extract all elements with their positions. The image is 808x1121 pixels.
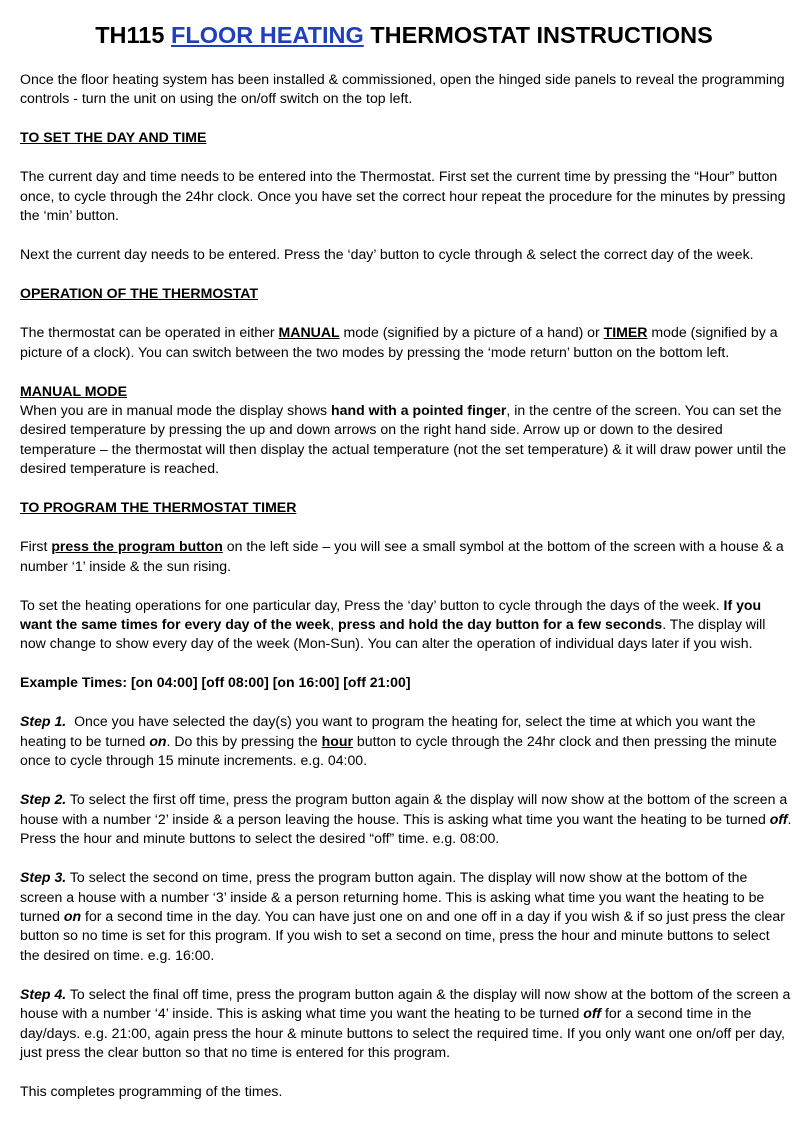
operation-text-1: The thermostat can be operated in either <box>20 324 275 341</box>
operation-heading: OPERATION OF THE THERMOSTAT <box>20 285 259 302</box>
step-1-text-3: button to cycle through the 24hr clock and then pressing the minute once to cycle through 15 minute increments. e.g. 04:00. <box>20 732 777 769</box>
program-button-keyword: press the program button <box>51 538 223 555</box>
step-1-paragraph <box>20 712 792 770</box>
step-3-label: Step 3. <box>20 869 67 886</box>
manual-mode-text-1: When you are in manual mode the display shows <box>20 402 328 419</box>
step-3-text-2: for a second time in the day. You can have just one on and one off in a day if you wish & if so just press the clear button so no time is set for this program. If you wish to set a second on time, press the hour and minute buttons to select the desired on time. e.g. 16:00. <box>20 907 785 963</box>
step-1-on: on <box>149 732 167 749</box>
timer-paragraph-2 <box>20 596 792 654</box>
manual-mode-bold: hand with a pointed finger <box>331 402 507 419</box>
step-2-paragraph <box>20 790 792 848</box>
timer-p2-bold-2: press and hold the day button for a few seconds <box>338 616 663 633</box>
hour-keyword: hour <box>321 732 353 749</box>
step-3-paragraph <box>20 868 792 965</box>
timer-paragraph-1 <box>20 537 792 576</box>
timer-heading: TO PROGRAM THE THERMOSTAT TIMER <box>20 499 297 516</box>
step-3-text-1: To select the second on time, press the program button again. The display will now show at the bottom of the screen a house with a number ‘3’ inside & a person returning home. This is asking what time you want the heating to be turned <box>20 869 765 924</box>
timer-p2-text-1: To set the heating operations for one particular day, Press the ‘day’ button to cycle through the days of the week. <box>20 596 720 613</box>
manual-mode-heading: MANUAL MODE <box>20 382 128 399</box>
manual-keyword: MANUAL <box>278 324 340 341</box>
title-suffix: THERMOSTAT INSTRUCTIONS <box>370 22 713 48</box>
manual-mode-paragraph <box>20 401 792 479</box>
step-2-text-1: To select the first off time, press the program button again & the display will now show at the bottom of the screen a house with a number ‘2’ inside & a person leaving the house. This is asking what time you want the heating to be turned <box>20 791 788 827</box>
step-4-off: off <box>583 1005 602 1022</box>
timer-p2-text-2: . The display will now change to show every day of the week (Mon-Sun). You can alter the operation of individual days later if you wish. <box>20 616 766 652</box>
day-time-paragraph-1: The current day and time needs to be entered into the Thermostat. First set the current time by pressing the “Hour” button once, to cycle through the 24hr clock. Once you have set the correct hour repeat the procedure for the minutes by pressing the ‘min’ button. <box>20 168 786 224</box>
title-prefix: TH115 <box>95 22 165 48</box>
operation-paragraph <box>20 323 792 362</box>
step-4-label: Step 4. <box>20 985 67 1002</box>
timer-keyword: TIMER <box>603 324 648 341</box>
step-4-text-1: To select the final off time, press the program button again & the display will now show at the bottom of the screen a house with a number ‘4’ inside. This is asking what time you want the heating to be turned <box>20 985 791 1022</box>
manual-mode-text-2: , in the centre of the screen. You can set the desired temperature by pressing the up and down arrows on the right hand side. Arrow up or down to the desired temperature – the thermostat will then display the actual temperature (not the set temperature) & it will draw power until the desired temperature is reached. <box>20 402 787 477</box>
timer-p2-bold-1: If you want the same times for every day of the week <box>20 596 762 633</box>
step-1-text-2: . Do this by pressing the <box>166 732 318 749</box>
document-body <box>20 70 792 1121</box>
step-1-text-1: Once you have selected the day(s) you want to program the heating for, select the time at which you want the heating to be turned <box>20 713 756 749</box>
step-1-label: Step 1. <box>20 713 67 730</box>
intro-paragraph: Once the floor heating system has been installed & commissioned, open the hinged side panels to reveal the programming controls - turn the unit on using the on/off switch on the top left. <box>20 71 785 107</box>
step-4-paragraph <box>20 985 792 1063</box>
example-times: Example Times: [on 04:00] [off 08:00] [on 16:00] [off 21:00] <box>20 674 411 691</box>
step-2-label: Step 2. <box>20 791 67 808</box>
step-2-off: off <box>769 810 788 827</box>
day-time-paragraph-2: Next the current day needs to be entered. Press the ‘day’ button to cycle through & select the correct day of the week. <box>20 246 754 263</box>
step-2-text-2: . Press the hour and minute buttons to select the desired “off” time. e.g. 08:00. <box>20 810 792 847</box>
timer-p1-text-1: First <box>20 538 48 555</box>
step-4-text-2: for a second time in the day/days. e.g. 21:00, again press the hour & minute buttons to select the required time. If you only want one on/off per day, just press the clear button so that no time is entered for this program. <box>20 1005 785 1060</box>
page-title <box>0 22 808 49</box>
closing-paragraph: This completes programming of the times. <box>20 1082 283 1099</box>
timer-p2-comma: , <box>330 616 335 633</box>
operation-text-3: mode (signified by a picture of a clock). You can switch between the two modes by pressing the ‘mode return’ button on the bottom left. <box>20 324 778 360</box>
floor-heating-link[interactable]: FLOOR HEATING <box>170 22 364 48</box>
operation-text-2: mode (signified by a picture of a hand) or <box>343 324 600 341</box>
step-3-on: on <box>63 907 82 924</box>
day-time-heading: TO SET THE DAY AND TIME <box>20 129 207 146</box>
timer-p1-text-2: on the left side – you will see a small symbol at the bottom of the screen with a house & a number ‘1’ inside & the sun rising. <box>20 538 784 574</box>
